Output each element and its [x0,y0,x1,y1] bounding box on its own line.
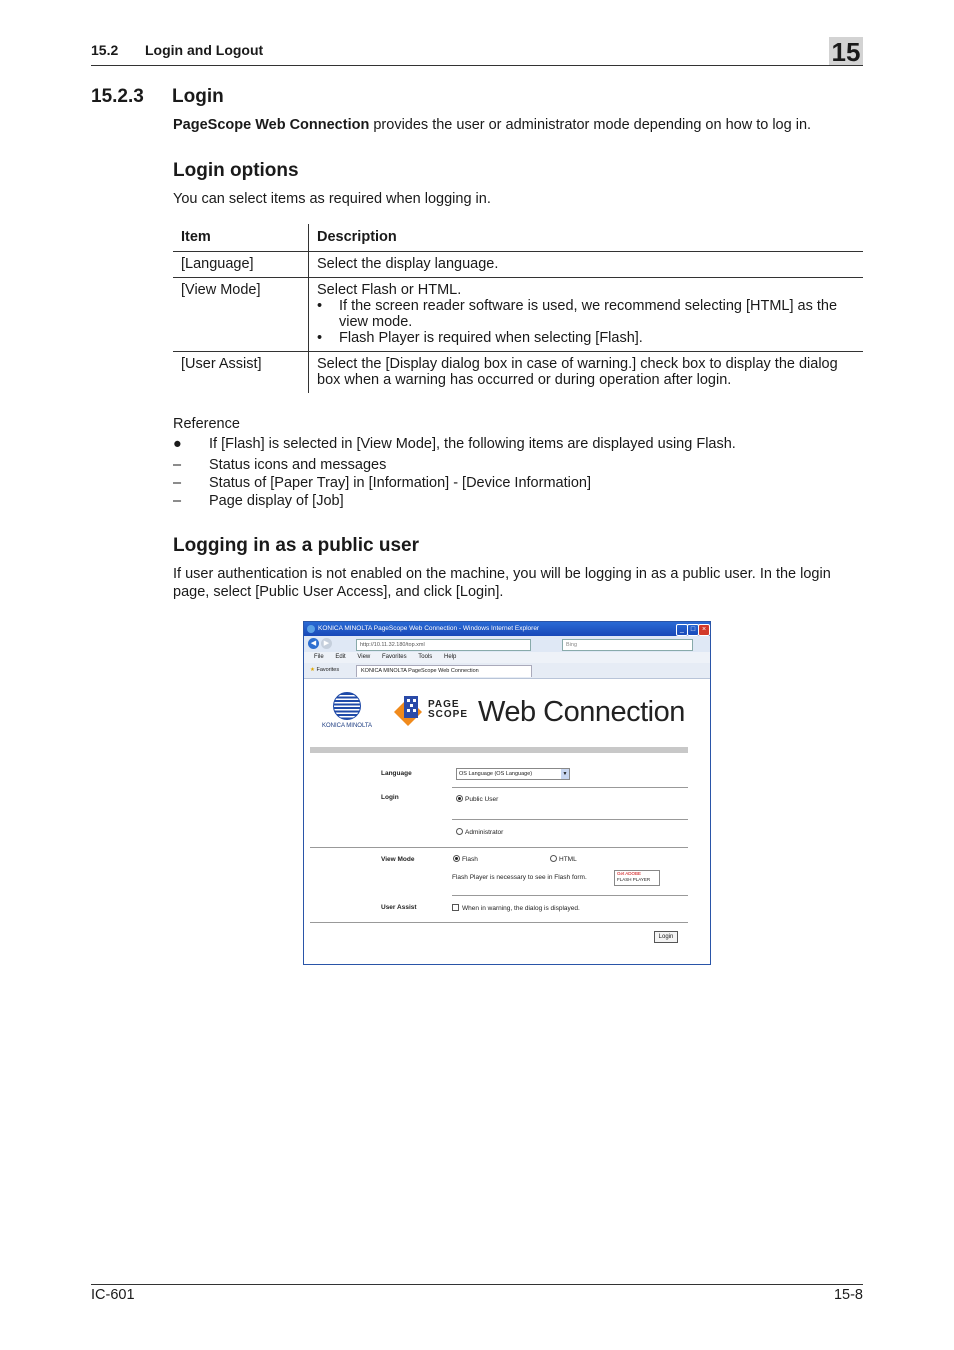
intro-text: provides the user or administrator mode depending on how to log in. [369,117,812,133]
reference-label: Reference [173,416,240,432]
public-user-heading: Logging in as a public user [173,535,419,556]
browser-window-title: KONICA MINOLTA PageScope Web Connection - Windows Internet Explorer [318,625,540,632]
header-section-title: Login and Logout [145,42,264,58]
radio-unchecked-icon [456,828,463,835]
list-item: • Flash Player is required when selecting [Flash]. [317,330,855,346]
get-flash-player-badge[interactable] [614,870,660,886]
table-cell-description [309,278,864,352]
public-user-label: Public User [465,796,499,804]
menu-item-favorites: Favorites [381,654,407,660]
form-divider [452,787,688,788]
table-header-description: Description [309,224,864,252]
browser-menu-bar [304,652,710,663]
section-title-text: Login [172,86,224,107]
list-item: • If the screen reader software is used, we recommend selecting [HTML] as the view mode. [317,298,855,330]
form-divider [310,922,688,923]
pagescope-logo-text [428,700,468,720]
view-mode-label: View Mode [381,856,415,863]
administrator-label: Administrator [465,829,504,837]
favorites-label [310,663,339,678]
html-radio[interactable] [550,856,577,863]
form-divider [452,895,688,896]
login-page-screenshot [303,621,711,965]
header-rule [91,65,863,66]
administrator-radio[interactable] [456,829,503,836]
favorites-text: Favorites [316,667,340,673]
form-divider [310,847,688,848]
konica-minolta-logo [318,692,376,729]
language-select-value: OS Language (OS Language) [459,771,533,777]
chevron-down-icon: ▼ [562,771,568,777]
login-options-heading: Login options [173,160,299,181]
checkbox-icon [452,904,459,911]
menu-item-view: View [357,654,371,660]
globe-icon [333,692,361,720]
table-cell-item: [User Assist] [173,352,309,394]
public-user-description: If user authentication is not enabled on the machine, you will be logging in as a public user. In the login page, select [Public User Access], and click [Login]. [173,566,831,600]
dash-icon: – [173,457,182,473]
table-row [173,252,863,278]
konica-minolta-logo-text: KONICA MINOLTA [321,723,373,729]
minimize-icon: _ [676,624,688,636]
app-title: Web Connection [478,696,685,728]
menu-item-edit: Edit [335,654,346,660]
pagescope-line2: SCOPE [428,709,469,720]
login-button[interactable]: Login [654,931,678,943]
bullet-icon: ● [173,436,182,452]
header-section-number: 15.2 [91,42,119,58]
pagescope-line1: PAGE [428,699,460,710]
dash-icon: – [173,493,182,509]
ie-logo-icon [307,625,315,633]
forward-arrow-icon: ▶ [321,638,332,649]
table-header-row [173,224,863,252]
browser-title-bar [304,622,710,636]
footer-page-number: 15-8 [833,1287,863,1303]
reference-dash-text: Status of [Paper Tray] in [Information] - [Device Information] [209,475,591,491]
search-field: Bing [562,639,693,651]
language-select[interactable] [456,768,570,780]
language-label: Language [381,770,412,777]
menu-item-help: Help [443,654,457,660]
reference-bullet [173,435,736,453]
footer-model: IC-601 [91,1287,135,1303]
login-options-description: You can select items as required when logging in. [173,191,491,207]
table-cell-item: [View Mode] [173,278,309,352]
reference-bullet-text: If [Flash] is selected in [View Mode], the following items are displayed using Flash. [209,436,736,452]
browser-tab: KONICA MINOLTA PageScope Web Connection [356,665,532,677]
table-header-item: Item [173,224,309,252]
star-icon: ★ [310,667,315,673]
radio-checked-icon [453,855,460,862]
chapter-number: 15 [829,37,863,65]
running-header [91,42,263,58]
list-item [173,456,386,474]
user-assist-label: User Assist [381,904,417,911]
user-assist-checkbox[interactable] [452,905,580,912]
table-cell-text: Select Flash or HTML. [317,282,462,298]
maximize-icon: □ [687,624,699,636]
table-cell-description: Select the [Display dialog box in case of warning.] check box to display the dialog box when a warning has occurred or during operation after login. [317,356,838,388]
list-item [173,492,344,510]
list-item [173,474,591,492]
section-title [91,86,224,108]
login-label: Login [381,794,399,801]
title-divider [310,747,688,753]
intro-product-name: PageScope Web Connection [173,117,370,133]
html-label: HTML [559,856,577,864]
table-row [173,352,863,394]
menu-item-tools: Tools [418,654,433,660]
flash-label: Flash [462,856,478,864]
flash-badge-line2: FLASH PLAYER [617,877,651,882]
user-assist-option-label: When in warning, the dialog is displayed. [462,905,580,913]
footer-rule [91,1284,863,1285]
table-cell-description: Select the display language. [309,252,864,278]
bullet-list [317,298,855,346]
intro-paragraph [173,116,811,134]
flash-badge-line1: Get ADOBE [617,871,642,876]
section-number: 15.2.3 [91,86,144,107]
table-cell-item: [Language] [173,252,309,278]
address-bar [304,636,710,652]
back-arrow-icon: ◀ [308,638,319,649]
menu-item-file: File [314,654,324,660]
flash-radio[interactable] [453,856,478,863]
reference-dash-text: Page display of [Job] [209,493,344,509]
flash-note: Flash Player is necessary to see in Flash form. [452,874,587,881]
radio-unchecked-icon [550,855,557,862]
table-row [173,278,863,352]
dash-icon: – [173,475,182,491]
close-icon: × [698,624,710,636]
url-field: http://10.11.32.180/top.xml [356,639,531,651]
favorites-bar [304,663,710,679]
login-options-table [173,224,863,393]
public-user-radio[interactable] [456,796,498,803]
form-divider [452,819,688,820]
reference-dash-text: Status icons and messages [209,457,387,473]
radio-checked-icon [456,795,463,802]
